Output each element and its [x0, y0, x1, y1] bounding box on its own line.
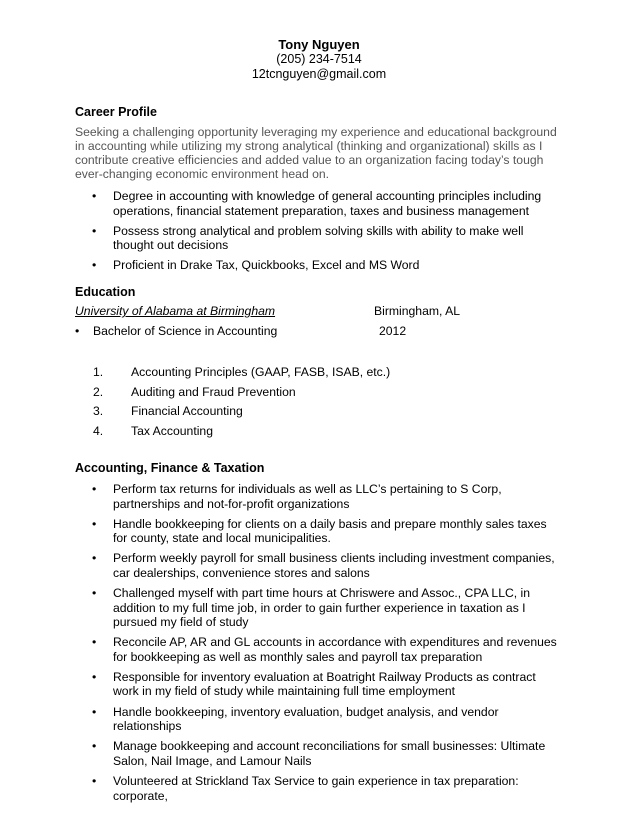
- bullet-text: Perform tax returns for individuals as well as LLC’s pertaining to S Corp, partnerships and not-for-profit organizations: [113, 482, 502, 511]
- course-name: Auditing and Fraud Prevention: [131, 384, 296, 399]
- bullet-icon: •: [92, 669, 97, 684]
- bullet-text: Reconcile AP, AR and GL accounts in accordance with expenditures and revenues for bookkeeping as well as monthly sales and payroll tax preparation: [113, 635, 557, 664]
- list-item: [0, 635, 563, 664]
- course-number: 4.: [93, 424, 104, 439]
- bullet-icon: •: [92, 739, 97, 754]
- list-item: [0, 774, 563, 803]
- bullet-icon: •: [92, 189, 97, 203]
- bullet-icon: •: [75, 324, 80, 338]
- bullet-icon: •: [92, 704, 97, 719]
- course-item: [0, 385, 390, 405]
- bullet-icon: •: [92, 586, 97, 601]
- list-item: [0, 739, 563, 768]
- list-item: [0, 705, 563, 734]
- degree-name: Bachelor of Science in Accounting: [93, 324, 278, 338]
- course-item: [0, 404, 390, 424]
- course-name: Tax Accounting: [131, 424, 213, 439]
- course-number: 2.: [93, 384, 104, 399]
- career-profile-heading: Career Profile: [75, 105, 157, 119]
- list-item: [0, 551, 563, 580]
- degree-year: 2012: [379, 324, 407, 338]
- bullet-text: Challenged myself with part time hours at Chriswere and Assoc., CPA LLC, in addition to my full time job, in order to gain further experience in taxation as I pursued my field of study: [113, 586, 531, 630]
- degree-line: [75, 324, 277, 339]
- list-item: [0, 670, 563, 699]
- course-name: Accounting Principles (GAAP, FASB, ISAB, etc.): [131, 365, 391, 379]
- list-item: [0, 189, 563, 218]
- bullet-icon: •: [92, 223, 97, 238]
- resume-header: [0, 37, 638, 82]
- bullet-icon: •: [92, 774, 97, 788]
- bullet-text: Handle bookkeeping for clients on a daily basis and prepare monthly sales taxes for county, state and local municipalities.: [113, 516, 547, 546]
- list-item: [0, 224, 563, 253]
- course-item: [0, 424, 390, 444]
- university-name: University of Alabama at Birmingham: [75, 304, 276, 318]
- bullet-text: Handle bookkeeping, inventory evaluation, budget analysis, and vendor relationships: [113, 704, 499, 734]
- candidate-name: Tony Nguyen: [278, 37, 360, 52]
- bullet-icon: •: [92, 635, 97, 650]
- university-location: Birmingham, AL: [374, 304, 461, 318]
- candidate-email: 12tcnguyen@gmail.com: [251, 67, 387, 81]
- career-bullet-list: [0, 189, 563, 278]
- bullet-text: Responsible for inventory evaluation at Boatright Railway Products as contract work in my field of study while maintaining full time employment: [113, 669, 536, 699]
- bullet-text: Proficient in Drake Tax, Quickbooks, Excel and MS Word: [113, 258, 420, 272]
- bullet-icon: •: [92, 482, 97, 496]
- bullet-text: Manage bookkeeping and account reconciliations for small businesses: Ultimate Salon, Nail Image, and Lamour Nails: [113, 739, 546, 768]
- list-item: [0, 586, 563, 630]
- course-number: 3.: [93, 404, 104, 419]
- list-item: [0, 482, 563, 511]
- course-list: [0, 365, 390, 444]
- bullet-text: Degree in accounting with knowledge of general accounting principles including operations, financial statement preparation, taxes and business management: [113, 189, 542, 218]
- list-item: [0, 517, 563, 546]
- bullet-text: Possess strong analytical and problem solving skills with ability to make well thought out decisions: [113, 223, 524, 252]
- course-number: 1.: [93, 365, 104, 379]
- bullet-text: Volunteered at Strickland Tax Service to gain experience in tax preparation: corporate,: [113, 774, 519, 803]
- experience-heading: Accounting, Finance & Taxation: [75, 461, 265, 475]
- bullet-icon: •: [92, 258, 97, 272]
- experience-bullet-list: [0, 482, 563, 809]
- candidate-phone: (205) 234-7514: [276, 52, 362, 66]
- career-profile-summary: Seeking a challenging opportunity leveraging my experience and educational background in accounting while utilizing my strong analytical (thinking and organizational) skills as I contribute creative efficiencies and added value to an organization facing today’s tough ever-changing economic environment head on.: [75, 125, 557, 181]
- course-name: Financial Accounting: [131, 404, 243, 419]
- bullet-icon: •: [92, 516, 97, 531]
- bullet-icon: •: [92, 551, 97, 566]
- education-heading: Education: [75, 285, 136, 299]
- course-item: [0, 365, 390, 385]
- bullet-text: Perform weekly payroll for small business clients including investment companies, car dealerships, convenience stores and salons: [113, 551, 555, 580]
- list-item: [0, 258, 563, 273]
